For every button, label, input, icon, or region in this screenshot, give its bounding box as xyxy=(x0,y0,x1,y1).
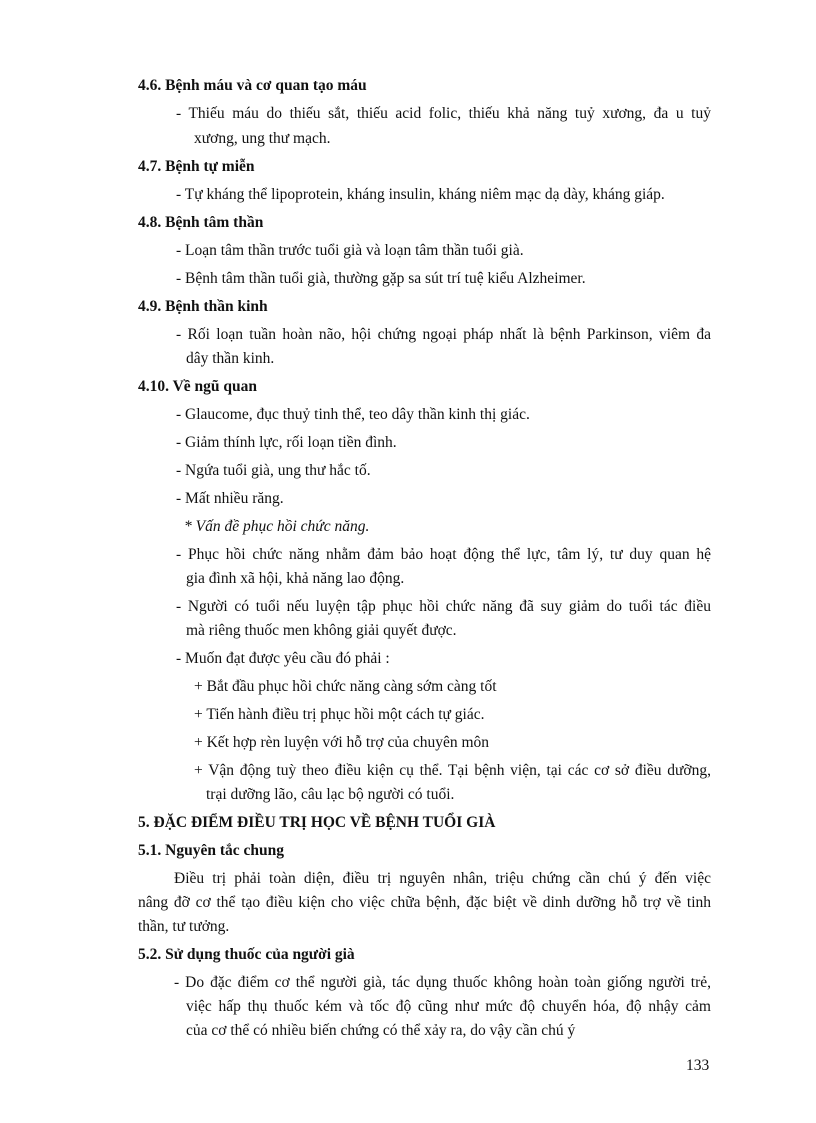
list-item: - Muốn đạt được yêu cầu đó phải : xyxy=(176,650,390,667)
list-item: - Người có tuổi nếu luyện tập phục hồi chức năng đã suy giảm do tuổi tác điều xyxy=(176,598,711,615)
list-item: - Giảm thính lực, rối loạn tiền đình. xyxy=(176,434,397,451)
list-item-continuation: dây thần kinh. xyxy=(186,350,275,367)
page-number: 133 xyxy=(686,1057,710,1074)
list-item-continuation: xương, ung thư mạch. xyxy=(194,130,331,147)
italic-note: * Vấn đề phục hồi chức năng. xyxy=(184,518,370,535)
paragraph-line: Điều trị phải toàn diện, điều trị nguyên nhân, triệu chứng cần chú ý đến việc xyxy=(174,870,711,887)
heading-4-6: 4.6. Bệnh máu và cơ quan tạo máu xyxy=(138,77,367,94)
heading-5-2: 5.2. Sử dụng thuốc của người già xyxy=(138,946,355,963)
list-item: - Glaucome, đục thuỷ tinh thể, teo dây thần kinh thị giác. xyxy=(176,406,530,423)
sub-list-item: + Tiến hành điều trị phục hồi một cách tự giác. xyxy=(194,706,485,723)
heading-5-1: 5.1. Nguyên tắc chung xyxy=(138,842,284,859)
paragraph-line: của cơ thể có nhiều biến chứng có thể xảy ra, do vậy cần chú ý xyxy=(186,1022,576,1039)
heading-4-9: 4.9. Bệnh thần kinh xyxy=(138,298,268,315)
list-item-continuation: gia đình xã hội, khả năng lao động. xyxy=(186,570,405,587)
heading-5: 5. ĐẶC ĐIỂM ĐIỀU TRỊ HỌC VỀ BỆNH TUỔI GIÀ xyxy=(138,814,496,831)
sub-list-item: + Kết hợp rèn luyện với hỗ trợ của chuyên môn xyxy=(194,734,490,751)
paragraph-line: - Do đặc điểm cơ thể người già, tác dụng thuốc không hoàn toàn giống người trẻ, xyxy=(174,974,711,991)
list-item: - Thiếu máu do thiếu sắt, thiếu acid folic, thiếu khả năng tuỷ xương, đa u tuỷ xyxy=(176,105,711,122)
list-item: - Phục hồi chức năng nhằm đảm bảo hoạt động thể lực, tâm lý, tư duy quan hệ xyxy=(176,546,711,563)
list-item: - Loạn tâm thần trước tuổi già và loạn tâm thần tuổi già. xyxy=(176,242,524,259)
list-item: - Tự kháng thể lipoprotein, kháng insulin, kháng niêm mạc dạ dày, kháng giáp. xyxy=(176,186,665,203)
paragraph-line: nâng đỡ cơ thể tạo điều kiện cho việc chữa bệnh, đặc biệt về dinh dưỡng hỗ trợ về tinh xyxy=(138,894,711,911)
sub-list-item-continuation: trại dưỡng lão, câu lạc bộ người có tuổi. xyxy=(206,786,455,803)
sub-list-item: + Vận động tuỳ theo điều kiện cụ thể. Tại bệnh viện, tại các cơ sở điều dưỡng, xyxy=(194,762,711,779)
sub-list-item: + Bắt đầu phục hồi chức năng càng sớm càng tốt xyxy=(194,678,497,695)
list-item-continuation: mà riêng thuốc men không giải quyết được. xyxy=(186,622,457,639)
list-item: - Mất nhiều răng. xyxy=(176,490,284,507)
paragraph-line: việc hấp thụ thuốc kém và tốc độ cũng như mức độ chuyển hóa, độ nhậy cảm xyxy=(186,998,711,1015)
paragraph-line: thần, tư tưởng. xyxy=(138,918,230,935)
list-item: - Rối loạn tuần hoàn não, hội chứng ngoại pháp nhất là bệnh Parkinson, viêm đa xyxy=(176,326,711,343)
heading-4-7: 4.7. Bệnh tự miễn xyxy=(138,158,255,175)
list-item: - Bệnh tâm thần tuổi già, thường gặp sa sút trí tuệ kiểu Alzheimer. xyxy=(176,270,586,287)
heading-4-10: 4.10. Về ngũ quan xyxy=(138,378,258,395)
heading-4-8: 4.8. Bệnh tâm thần xyxy=(138,214,264,231)
list-item: - Ngứa tuổi già, ung thư hắc tố. xyxy=(176,462,371,479)
